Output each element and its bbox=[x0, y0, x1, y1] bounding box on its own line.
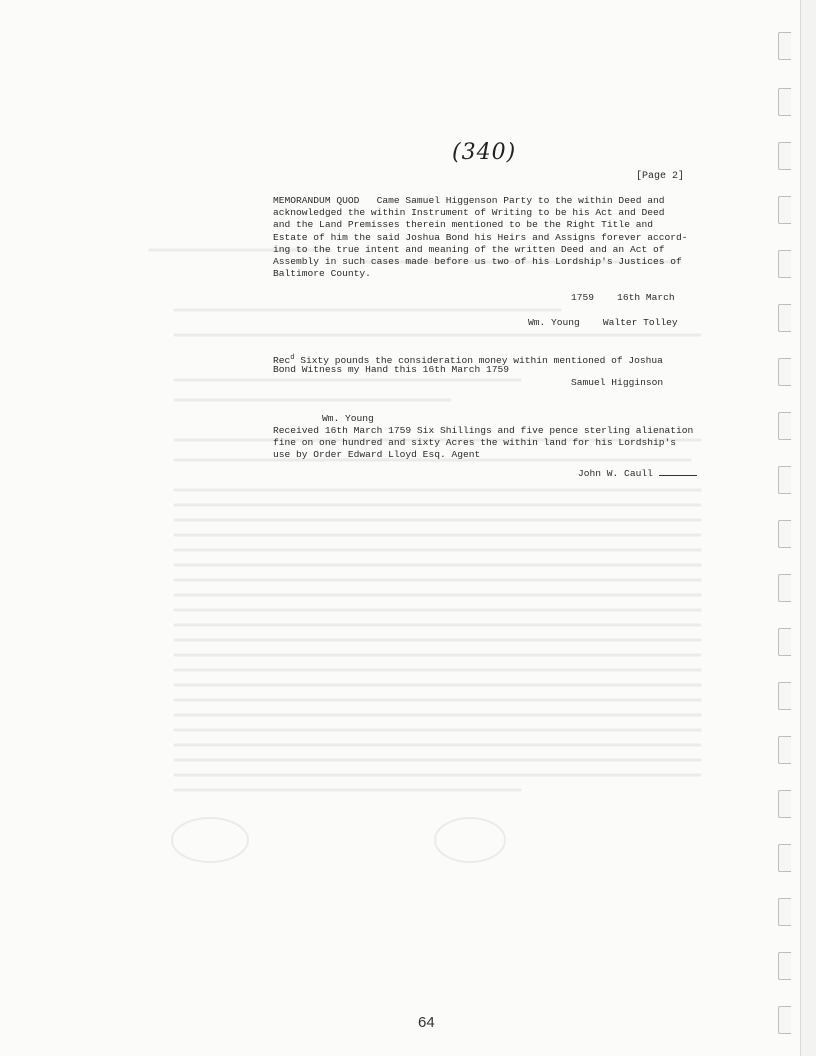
page-number: 64 bbox=[418, 1014, 435, 1031]
binder-tab bbox=[778, 790, 791, 818]
binder-tab bbox=[778, 574, 791, 602]
memorandum-line: Baltimore County. bbox=[273, 268, 371, 279]
binder-tab bbox=[778, 196, 791, 224]
date-line: 1759 16th March bbox=[571, 292, 675, 303]
binder-tab bbox=[778, 682, 791, 710]
witness-name: Wm. Young bbox=[322, 413, 374, 424]
binder-tab bbox=[778, 32, 791, 60]
memorandum-line: Assembly in such cases made before us two of his Lordship's Justices of bbox=[273, 256, 682, 267]
alienation-line: fine on one hundred and sixty Acres the within land for his Lordship's bbox=[273, 437, 677, 448]
receipt-signer: Samuel Higginson bbox=[571, 377, 664, 388]
memorandum-line: Estate of him the said Joshua Bond his Heirs and Assigns forever accord- bbox=[273, 232, 688, 243]
receipt-prefix: Rec bbox=[273, 355, 291, 366]
binder-tab bbox=[778, 844, 791, 872]
receipt-line: Bond Witness my Hand this 16th March 1759 bbox=[273, 364, 510, 375]
memorandum-line: acknowledged the within Instrument of Writing to be his Act and Deed bbox=[273, 207, 665, 218]
binder-tab bbox=[778, 952, 791, 980]
signature-rule bbox=[659, 467, 697, 476]
binder-tab bbox=[778, 736, 791, 764]
binder-tab bbox=[778, 628, 791, 656]
binder-tab bbox=[778, 520, 791, 548]
page-label: [Page 2] bbox=[636, 171, 685, 182]
binder-tab bbox=[778, 466, 791, 494]
binder-tab bbox=[778, 142, 791, 170]
binder-edge bbox=[800, 0, 816, 1056]
memorandum-line: ing to the true intent and meaning of the written Deed and an Act of bbox=[273, 244, 665, 255]
agent-signature-name: John W. Caull bbox=[578, 468, 653, 479]
binder-tab bbox=[778, 412, 791, 440]
alienation-line: Received 16th March 1759 Six Shillings and five pence sterling alienation bbox=[273, 425, 694, 436]
binder-tab bbox=[778, 358, 791, 386]
binder-tab bbox=[778, 88, 791, 116]
memorandum-line: MEMORANDUM QUOD Came Samuel Higgenson Party to the within Deed and bbox=[273, 195, 665, 206]
binder-tab bbox=[778, 304, 791, 332]
agent-signature bbox=[578, 467, 697, 480]
binder-tab bbox=[778, 250, 791, 278]
receipt-line-text: Sixty pounds the consideration money within mentioned of Joshua bbox=[294, 355, 663, 366]
alienation-line: use by Order Edward Lloyd Esq. Agent bbox=[273, 449, 481, 460]
receipt-superscript: d bbox=[290, 354, 295, 362]
handwritten-folio-number: (340) bbox=[452, 140, 517, 165]
binder-tab bbox=[778, 1006, 791, 1034]
memorandum-line: and the Land Premisses therein mentioned to be the Right Title and bbox=[273, 219, 653, 230]
justices-signatures: Wm. Young Walter Tolley bbox=[528, 317, 678, 328]
binder-tab bbox=[778, 898, 791, 926]
